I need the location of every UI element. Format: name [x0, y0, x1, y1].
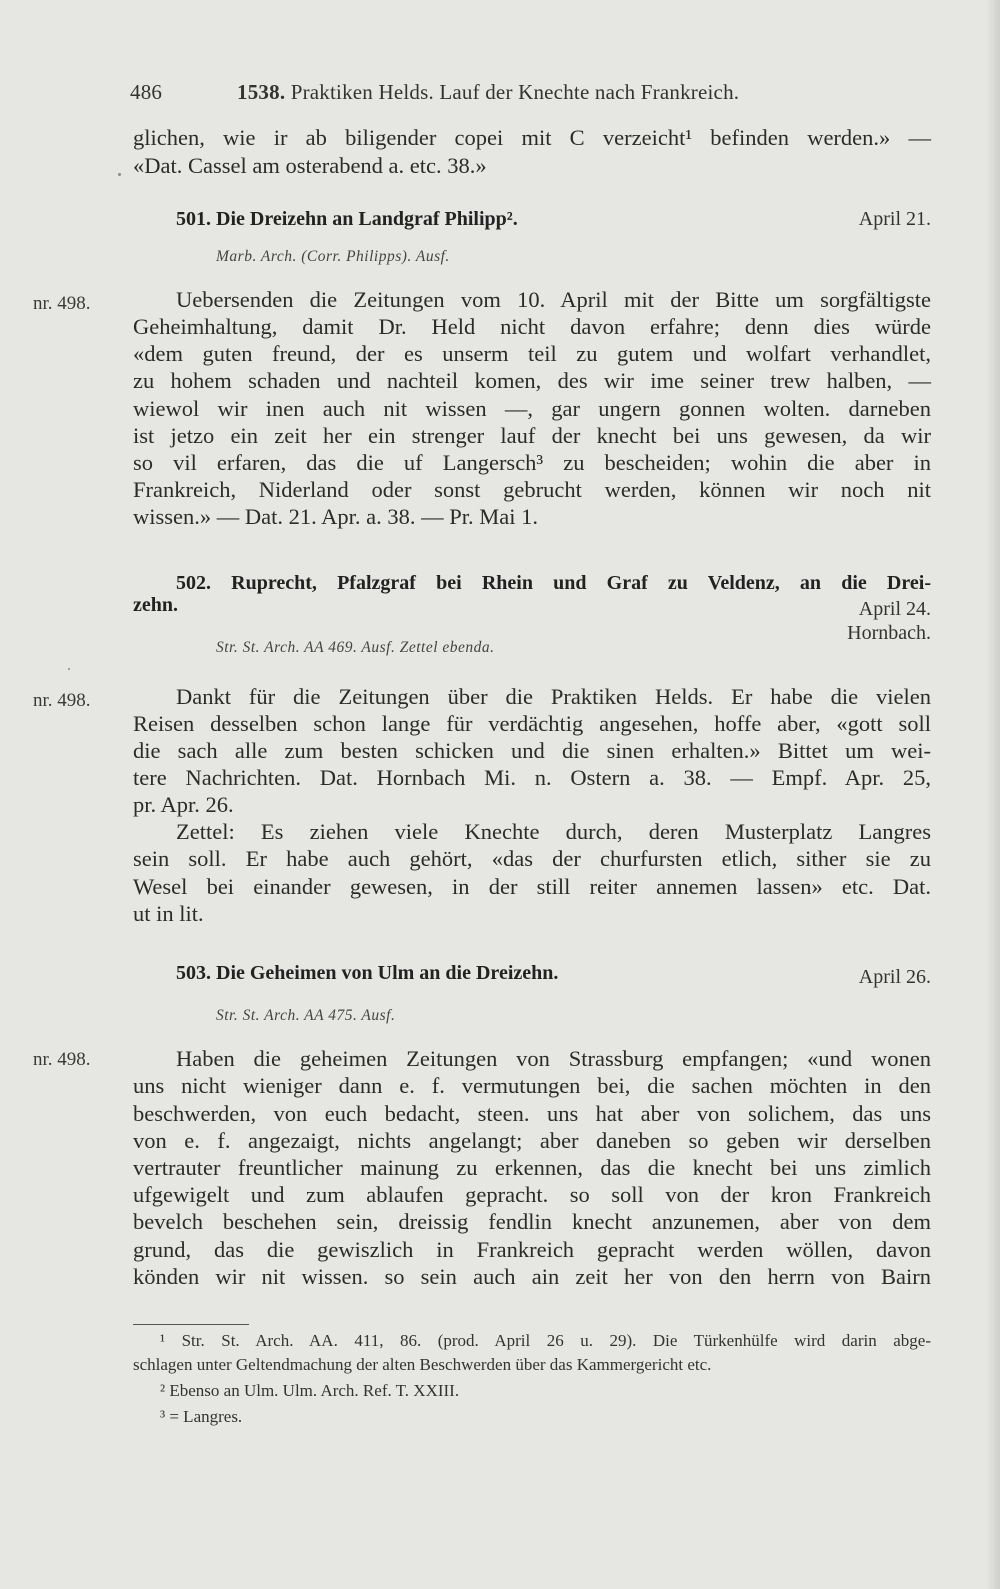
doc-501-line: zu hohem schaden und nachteil komen, des wir ime seiner trew halben, — — [133, 368, 931, 393]
doc-503-line: grund, das die gewiszlich in Frankreich gepracht werden wöllen, davon — [133, 1237, 931, 1262]
footnote-2: ² Ebenso an Ulm. Ulm. Arch. Ref. T. XXIII. — [160, 1381, 460, 1400]
footnote-rule — [133, 1324, 249, 1325]
doc-502-date: April 24. — [858, 598, 931, 620]
header-title: Praktiken Helds. Lauf der Knechte nach Frankreich. — [290, 80, 740, 104]
doc-501-line: ist jetzo ein zeit her ein strenger lauf der knecht bei uns gewesen, da wir — [133, 423, 931, 448]
doc-501-line: Frankreich, Niderland oder sonst gebrucht werden, können wir noch nit — [133, 477, 931, 502]
doc-503-line: beschwerden, von euch bedacht, steen. uns hat aber von solichem, das uns — [133, 1101, 931, 1126]
doc-501-line: Uebersenden die Zeitungen vom 10. April mit der Bitte um sorgfältigste — [176, 287, 931, 312]
doc-503-line: uns nicht wieniger dann e. f. vermutungen bei, die sachen möchten in den — [133, 1073, 931, 1098]
footnote-1: ¹ Str. St. Arch. AA. 411, 86. (prod. April 26 u. 29). Die Türkenhülfe wird darin abge- — [160, 1331, 931, 1350]
doc-503-date: April 26. — [858, 966, 931, 988]
footnote-1-cont: schlagen unter Geltendmachung der alten Beschwerden über das Kammergericht etc. — [133, 1355, 712, 1374]
doc-501-line: «dem guten freund, der es unserm teil zu gutem und wolfart verhandlet, — [133, 341, 931, 366]
footnote-3: ³ = Langres. — [160, 1407, 243, 1426]
doc-501-line: so vil erfaren, das die uf Langersch³ zu bescheiden; wohin die aber in — [133, 450, 931, 475]
header-year: 1538. — [237, 80, 286, 104]
doc-502-heading: 502. Ruprecht, Pfalzgraf bei Rhein und Graf zu Veldenz, an die Drei- — [176, 572, 931, 594]
doc-501-heading: 501. Die Dreizehn an Landgraf Philipp². — [176, 208, 518, 230]
scan-speck — [68, 668, 70, 670]
doc-501-margin-ref: nr. 498. — [33, 293, 91, 314]
intro-line: «Dat. Cassel am osterabend a. etc. 38.» — [133, 153, 487, 178]
doc-502-margin-ref: nr. 498. — [33, 690, 91, 711]
page-number: 486 — [130, 80, 163, 104]
doc-503-heading: 503. Die Geheimen von Ulm an die Dreizehn. — [176, 962, 559, 984]
doc-503-line: Haben die geheimen Zeitungen von Strassburg empfangen; «und wonen — [176, 1046, 931, 1071]
doc-502-line: tere Nachrichten. Dat. Hornbach Mi. n. Ostern a. 38. — Empf. Apr. 25, — [133, 765, 931, 790]
doc-501-date: April 21. — [858, 208, 931, 230]
doc-502-line: pr. Apr. 26. — [133, 792, 234, 817]
page-edge-shadow — [986, 0, 1000, 1589]
doc-501-source: Marb. Arch. (Corr. Philipps). Ausf. — [216, 248, 450, 265]
doc-501-line: wissen.» — Dat. 21. Apr. a. 38. — Pr. Mai 1. — [133, 504, 538, 529]
doc-503-line: ufgewigelt und zum ablaufen gepracht. so soll von der kron Frankreich — [133, 1182, 931, 1207]
doc-502-zettel-line: Zettel: Es ziehen viele Knechte durch, deren Musterplatz Langres — [176, 819, 931, 844]
running-header — [130, 80, 739, 105]
doc-503-line: könden wir nit wissen. so sein auch ain zeit her von den herrn von Bairn — [133, 1264, 931, 1289]
intro-line: glichen, wie ir ab biligender copei mit C verzeicht¹ befinden werden.» — — [133, 125, 931, 150]
doc-503-source: Str. St. Arch. AA 475. Ausf. — [216, 1007, 396, 1024]
doc-502-line: Reisen desselben schon lange für verdächtig angesehen, hoffe aber, «gott soll — [133, 711, 931, 736]
doc-502-zettel-line: Wesel bei einander gewesen, in der still reiter annemen lassen» etc. Dat. — [133, 874, 931, 899]
doc-502-line: die sach alle zum besten schicken und die sinen erhalten.» Bittet um wei- — [133, 738, 931, 763]
doc-502-line: Dankt für die Zeitungen über die Praktiken Helds. Er habe die vielen — [176, 684, 931, 709]
doc-503-line: vertrauter freuntlicher mainung zu erkennen, das die knecht bei uns zimlich — [133, 1155, 931, 1180]
doc-502-zettel-line: sein soll. Er habe auch gehört, «das der churfursten etlich, sither sie zu — [133, 846, 931, 871]
doc-503-line: bevelch beschehen sein, dreissig fendlin knecht anzunemen, aber von dem — [133, 1209, 931, 1234]
doc-503-line: von e. f. angezaigt, nichts angelangt; aber daneben so geben wir derselben — [133, 1128, 931, 1153]
doc-502-heading-cont: zehn. — [133, 594, 178, 616]
doc-501-line: wiewol wir inen auch nit wissen —, gar ungern gonnen wolten. darneben — [133, 396, 931, 421]
doc-502-zettel-line: ut in lit. — [133, 901, 204, 926]
doc-502-source: Str. St. Arch. AA 469. Ausf. Zettel ebenda. — [216, 639, 495, 656]
scan-speck — [118, 173, 121, 176]
doc-502-place: Hornbach. — [847, 622, 931, 644]
doc-501-line: Geheimhaltung, damit Dr. Held nicht davon erfahre; denn dies würde — [133, 314, 931, 339]
doc-503-margin-ref: nr. 498. — [33, 1049, 91, 1070]
